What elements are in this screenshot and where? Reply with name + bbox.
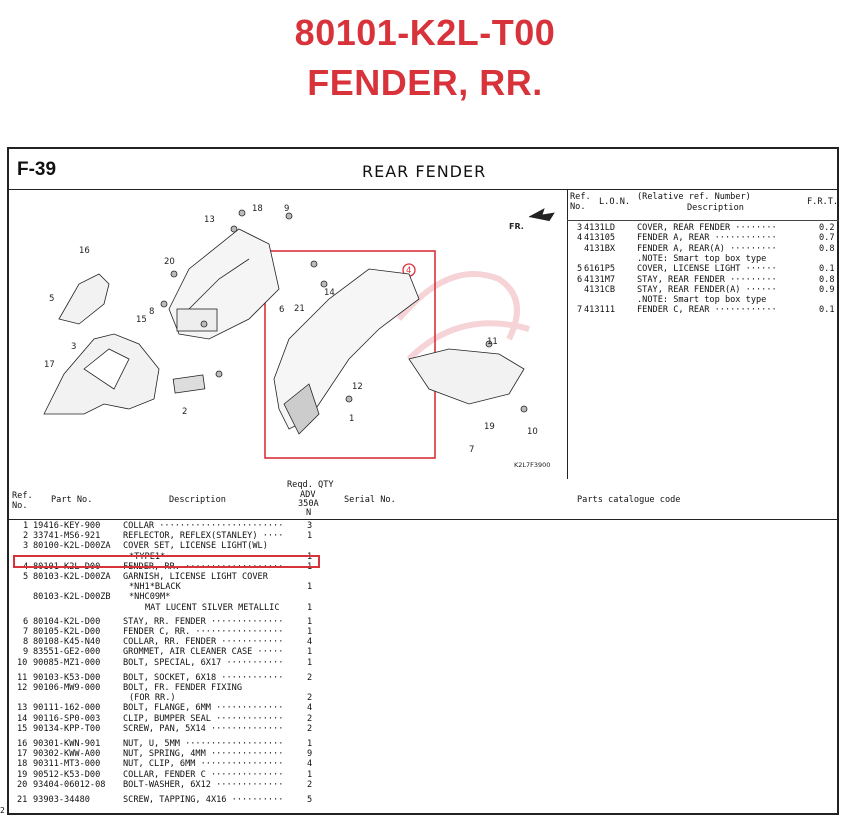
parts-row xyxy=(9,749,839,759)
callout-12: 12 xyxy=(352,382,363,392)
page-corner-number: 2 xyxy=(0,806,5,815)
parts-row xyxy=(9,521,839,531)
part-description: BOLT-WASHER, 6X12 ············· xyxy=(123,779,284,790)
parts-row xyxy=(9,592,839,602)
part-ref: 14 xyxy=(17,713,28,724)
col-model: ADV xyxy=(300,490,316,500)
part-qty: 1 xyxy=(307,739,313,749)
parts-row xyxy=(9,795,839,805)
part-number: 90512-K53-D00 xyxy=(33,769,101,780)
part-ref: 16 xyxy=(17,739,28,749)
part-number: 80104-K2L-D00 xyxy=(33,616,101,627)
part-ref: 12 xyxy=(17,683,28,693)
part-qty: 4 xyxy=(307,703,313,714)
reference-row xyxy=(567,295,839,305)
part-description: COLLAR ························ xyxy=(123,521,284,531)
parts-row xyxy=(9,647,839,657)
ref-description: COVER, LICENSE LIGHT ······ xyxy=(637,264,777,275)
watermark-logo xyxy=(399,274,529,359)
part-number: 80105-K2L-D00 xyxy=(33,627,101,637)
lon-code: 4131CB xyxy=(584,284,616,295)
part-qty: 1 xyxy=(307,657,313,668)
part-description: *NHC09M* xyxy=(129,592,171,603)
parts-row xyxy=(9,759,839,769)
ref-number: 5 xyxy=(577,264,583,275)
license-cover-shape xyxy=(59,274,109,324)
reference-row xyxy=(567,244,839,254)
reference-table-header xyxy=(567,189,839,221)
parts-row xyxy=(9,531,839,541)
fender-c-shape xyxy=(409,349,524,404)
part-ref: 3 xyxy=(23,541,29,552)
parts-row xyxy=(9,673,839,683)
col-serial: Serial No. xyxy=(344,495,396,505)
front-mark: FR. xyxy=(509,222,524,231)
reference-row xyxy=(567,223,839,233)
part-qty: 2 xyxy=(307,672,313,683)
part-ref: 9 xyxy=(23,647,29,658)
part-number: 90106-MW9-000 xyxy=(33,683,101,693)
callout-1: 1 xyxy=(349,414,355,424)
parts-row xyxy=(9,780,839,790)
callout-3: 3 xyxy=(71,342,77,352)
callout-15: 15 xyxy=(136,315,147,325)
part-qty: 2 xyxy=(307,723,313,734)
callout-4: 4 xyxy=(406,266,412,276)
part-description: BOLT, SPECIAL, 6X17 ··········· xyxy=(123,657,284,668)
part-description: (FOR RR.) xyxy=(129,693,176,704)
part-description: REFLECTOR, REFLEX(STANLEY) ···· xyxy=(123,531,284,542)
callout-9: 9 xyxy=(284,204,290,214)
part-ref: 20 xyxy=(17,779,28,790)
part-description: COVER SET, LICENSE LIGHT(WL) xyxy=(123,541,268,552)
part-ref: 1 xyxy=(23,521,29,531)
col-qty: Reqd. QTY xyxy=(287,480,334,490)
ref-description: FENDER A, REAR ············ xyxy=(637,233,777,244)
reference-row xyxy=(567,264,839,274)
part-number: 90301-KWN-901 xyxy=(33,739,101,749)
part-number: 90103-K53-D00 xyxy=(33,672,101,683)
frt-value: 0.7 xyxy=(819,233,835,244)
selected-row-highlight xyxy=(13,555,320,568)
callout-14: 14 xyxy=(324,288,335,298)
callout-21: 21 xyxy=(294,304,305,314)
part-ref: 6 xyxy=(23,616,29,627)
part-ref: 13 xyxy=(17,703,28,714)
col-relative: (Relative ref. Number) xyxy=(637,192,751,202)
parts-row xyxy=(9,572,839,582)
part-number: 33741-MS6-921 xyxy=(33,531,101,542)
lon-code: 4131M7 xyxy=(584,274,616,285)
ref-description: .NOTE: Smart top box type xyxy=(637,295,767,306)
parts-row xyxy=(9,617,839,627)
part-ref: 5 xyxy=(23,572,29,582)
part-qty: 1 xyxy=(307,531,313,542)
sheet-title-bar xyxy=(9,149,837,190)
col-description: Description xyxy=(169,495,226,505)
col-catalogue: Parts catalogue code xyxy=(577,495,681,505)
callout-13: 13 xyxy=(204,215,215,225)
parts-row xyxy=(9,627,839,637)
callout-7: 7 xyxy=(469,445,475,455)
part-number: 90116-SP0-003 xyxy=(33,713,101,724)
ref-number: 7 xyxy=(577,305,583,316)
parts-row xyxy=(9,582,839,592)
lon-code: 4131LD xyxy=(584,223,616,233)
part-description: MAT LUCENT SILVER METALLIC xyxy=(145,602,280,613)
part-number: 90302-KWW-A00 xyxy=(33,749,101,760)
lon-code: 413105 xyxy=(584,233,616,244)
col-frt: F.R.T. xyxy=(807,197,839,207)
part-qty: 2 xyxy=(307,713,313,724)
ref-description: .NOTE: Smart top box type xyxy=(637,253,767,264)
parts-row xyxy=(9,603,839,613)
part-description: STAY, RR. FENDER ·············· xyxy=(123,616,284,627)
part-ref: 2 xyxy=(23,531,29,542)
part-description: FENDER C, RR. ················· xyxy=(123,627,284,637)
frt-value: 0.9 xyxy=(819,284,835,295)
ref-description: STAY, REAR FENDER ········· xyxy=(637,274,777,285)
part-number: 83551-GE2-000 xyxy=(33,647,101,658)
part-description: COLLAR, RR. FENDER ············ xyxy=(123,637,284,648)
parts-row xyxy=(9,714,839,724)
reference-row xyxy=(567,285,839,295)
col-ref: Ref. xyxy=(570,192,591,202)
exploded-diagram xyxy=(9,189,568,479)
part-number: 19416-KEY-900 xyxy=(33,521,101,531)
part-number: 80108-K45-N40 xyxy=(33,637,101,648)
figure-code: F-39 xyxy=(17,159,57,180)
callout-11: 11 xyxy=(487,337,498,347)
part-qty: 1 xyxy=(307,551,313,562)
reference-row xyxy=(567,305,839,315)
part-qty: 2 xyxy=(307,779,313,790)
parts-row xyxy=(9,658,839,668)
part-number: 80101-K2L-D00 xyxy=(33,561,101,572)
part-description: GARNISH, LICENSE LIGHT COVER xyxy=(123,572,268,582)
ref-description: COVER, REAR FENDER ········ xyxy=(637,223,777,233)
part-description: BOLT, FLANGE, 6MM ············· xyxy=(123,703,284,714)
parts-table-header xyxy=(9,479,837,520)
parts-sheet xyxy=(7,147,839,815)
part-ref: 21 xyxy=(17,795,28,805)
part-description: NUT, SPRING, 4MM ·············· xyxy=(123,749,284,760)
ref-number: 6 xyxy=(577,274,583,285)
ref-description: STAY, REAR FENDER(A) ······ xyxy=(637,284,777,295)
part-number-heading: 80101-K2L-T00 xyxy=(294,12,556,53)
callout-16: 16 xyxy=(79,246,90,256)
part-description: *NH1*BLACK xyxy=(129,582,181,593)
col-model2: 350A xyxy=(298,499,319,509)
part-name-heading: FENDER, RR. xyxy=(307,62,543,103)
part-qty: 4 xyxy=(307,759,313,770)
part-ref: 10 xyxy=(17,657,28,668)
parts-row xyxy=(9,541,839,551)
part-number: 90134-KPP-T00 xyxy=(33,723,101,734)
callout-6: 6 xyxy=(279,305,285,315)
part-description: BOLT, SOCKET, 6X18 ············ xyxy=(123,672,284,683)
part-description: *TYPE1* xyxy=(129,551,166,562)
part-number: 93404-06012-08 xyxy=(33,779,106,790)
callout-17: 17 xyxy=(44,360,55,370)
part-qty: 1 xyxy=(307,561,313,572)
part-qty: 1 xyxy=(307,602,313,613)
part-qty: 9 xyxy=(307,749,313,760)
part-qty: 1 xyxy=(307,616,313,627)
callout-5: 5 xyxy=(49,294,55,304)
part-description: BOLT, FR. FENDER FIXING xyxy=(123,683,242,693)
col-no: No. xyxy=(12,501,28,511)
part-qty: 1 xyxy=(307,647,313,658)
parts-row xyxy=(9,683,839,693)
part-ref: 17 xyxy=(17,749,28,760)
callout-18: 18 xyxy=(252,204,263,214)
part-number: 90085-MZ1-000 xyxy=(33,657,101,668)
reflector-shape xyxy=(173,375,205,393)
part-ref: 11 xyxy=(17,672,28,683)
callout-2: 2 xyxy=(182,407,188,417)
part-number: 93903-34480 xyxy=(33,795,90,805)
callout-20: 20 xyxy=(164,257,175,267)
part-ref: 18 xyxy=(17,759,28,770)
part-qty: 2 xyxy=(307,693,313,704)
part-description: SCREW, TAPPING, 4X16 ·········· xyxy=(123,795,284,805)
lon-code: 6161P5 xyxy=(584,264,616,275)
part-description: NUT, U, 5MM ··················· xyxy=(123,739,284,749)
part-description: GROMMET, AIR CLEANER CASE ····· xyxy=(123,647,284,658)
part-description: NUT, CLIP, 6MM ················ xyxy=(123,759,284,770)
part-qty: 3 xyxy=(307,521,313,531)
col-model3: N xyxy=(306,508,312,518)
parts-row xyxy=(9,703,839,713)
frt-value: 0.1 xyxy=(819,264,835,275)
parts-row xyxy=(9,770,839,780)
reference-table xyxy=(567,189,839,479)
part-qty: 5 xyxy=(307,795,313,805)
part-qty: 1 xyxy=(307,582,313,593)
front-arrow xyxy=(529,209,554,221)
frt-value: 0.1 xyxy=(819,305,835,316)
parts-row xyxy=(9,637,839,647)
lon-code: 413111 xyxy=(584,305,616,316)
callout-10: 10 xyxy=(527,427,538,437)
lon-code: 4131BX xyxy=(584,243,616,254)
frt-value: 0.8 xyxy=(819,274,835,285)
col-desc: Description xyxy=(687,203,744,213)
col-ref: Ref. xyxy=(12,491,33,501)
parts-row xyxy=(9,724,839,734)
diagram-code: K2L7F3900 xyxy=(514,461,551,469)
ref-description: FENDER A, REAR(A) ········· xyxy=(637,243,777,254)
parts-row xyxy=(9,693,839,703)
callout-8: 8 xyxy=(149,307,155,317)
reference-row xyxy=(567,254,839,264)
part-number: 90311-MT3-000 xyxy=(33,759,101,770)
frt-value: 0.8 xyxy=(819,243,835,254)
ref-number: 3 xyxy=(577,223,583,233)
ref-number: 4 xyxy=(577,233,583,244)
frt-value: 0.2 xyxy=(819,223,835,233)
col-no: No. xyxy=(570,202,586,212)
ref-description: FENDER C, REAR ············ xyxy=(637,305,777,316)
parts-row xyxy=(9,739,839,749)
part-ref: 19 xyxy=(17,769,28,780)
part-description: SCREW, PAN, 5X14 ·············· xyxy=(123,723,284,734)
part-qty: 1 xyxy=(307,627,313,637)
reference-row xyxy=(567,275,839,285)
part-description: CLIP, BUMPER SEAL ············· xyxy=(123,713,284,724)
part-ref: 8 xyxy=(23,637,29,648)
part-qty: 1 xyxy=(307,769,313,780)
part-number: 80100-K2L-D00ZA xyxy=(33,541,111,552)
callout-19: 19 xyxy=(484,422,495,432)
part-number: 80103-K2L-D00ZA xyxy=(33,572,111,582)
reference-row xyxy=(567,233,839,243)
part-qty: 4 xyxy=(307,637,313,648)
part-description: COLLAR, FENDER C ·············· xyxy=(123,769,284,780)
figure-title: REAR FENDER xyxy=(362,162,487,181)
diagram-drawing xyxy=(9,189,567,479)
col-lon: L.O.N. xyxy=(599,197,631,207)
part-number: 80103-K2L-D00ZB xyxy=(33,592,111,603)
part-ref: 7 xyxy=(23,627,29,637)
part-ref: 15 xyxy=(17,723,28,734)
col-part-no: Part No. xyxy=(51,495,93,505)
part-number: 90111-162-000 xyxy=(33,703,101,714)
part-ref: 4 xyxy=(23,561,29,572)
part-description: FENDER, RR. ··················· xyxy=(123,561,284,572)
